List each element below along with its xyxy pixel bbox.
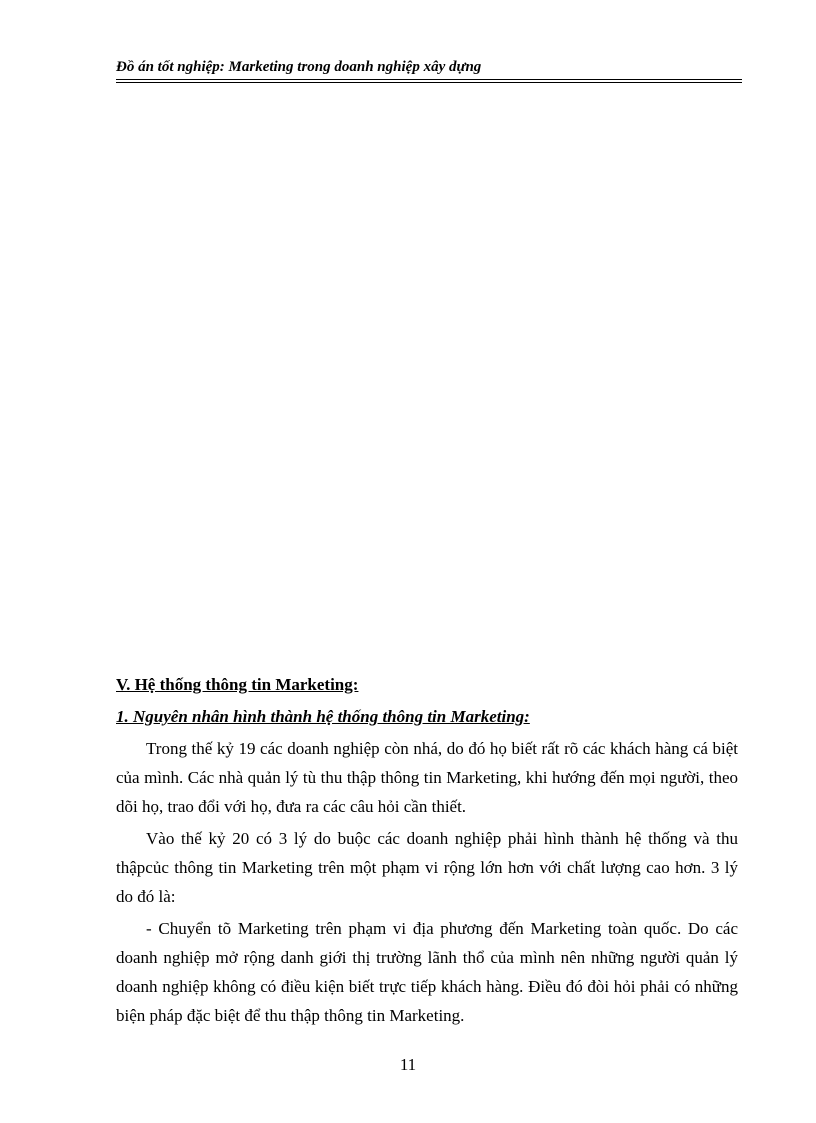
page-header: [116, 58, 742, 83]
subsection-heading: 1. Nguyên nhân hình thành hệ thống thông tin Marketing:: [116, 707, 530, 726]
document-body: [116, 674, 738, 1033]
page-number: 11: [399, 1055, 417, 1074]
paragraph-3: - Chuyển tõ Marketing trên phạm vi địa phương đến Marketing toàn quốc. Do các doanh nghiệp mở rộng danh giới thị trường lãnh thổ của mình nên những người quản lý doanh nghiệp không có điều kiện biết trực tiếp khách hàng. Điều đó đòi hỏi phải có những biện pháp đặc biệt để thu thập thông tin Marketing.: [116, 919, 738, 1025]
header-double-rule: [116, 79, 742, 83]
section-heading: V. Hệ thống thông tin Marketing:: [116, 675, 359, 694]
paragraph-1: Trong thế kỷ 19 các doanh nghiệp còn nhá, do đó họ biết rất rõ các khách hàng cá biệt của mình. Các nhà quản lý tù thu thập thông tin Marketing, khi hướng đến mọi người, theo dõi họ, trao đổi với họ, đưa ra các câu hỏi cần thiết.: [116, 739, 738, 816]
header-title: Đồ án tốt nghiệp: Marketing trong doanh nghiệp xây dựng: [116, 59, 482, 75]
paragraph-2: Vào thế kỷ 20 có 3 lý do buộc các doanh nghiệp phải hình thành hệ thống và thu thậpcủc thông tin Marketing trên một phạm vi rộng lớn hơn với chất lượng cao hơn. 3 lý do đó là:: [116, 829, 738, 906]
